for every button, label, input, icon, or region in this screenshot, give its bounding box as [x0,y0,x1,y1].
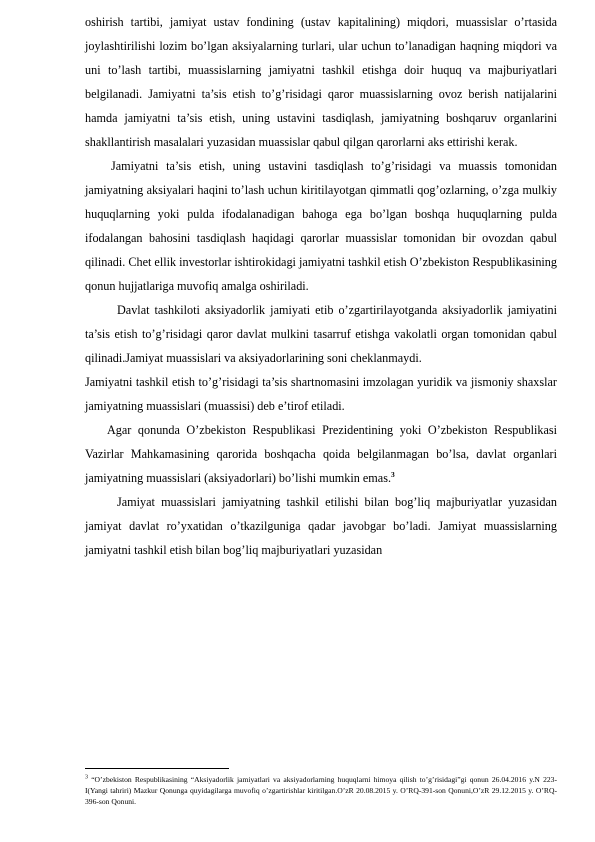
footnote-marker: 3 [85,774,88,781]
footnote-text: “O’zbekiston Respublikasining “Aksiyadorlik jamiyatlari va aksiyadorlarning huquqlarni himoya qilish to’g’risidagi”gi qonun 26.04.2016 y.N 223-I(Yangi tahriri) Mazkur Qonunga quyidagilarga muvofiq o’zgartirishlar kiritilgan.O’zR 20.08.2015 y. O’RQ-391-son Qonuni,O’zR 29.12.2015 y. O’RQ-396-son Qonuni. [85,775,557,806]
footnote [85,774,557,807]
paragraph-1: oshirish tartibi, jamiyat ustav fondining (ustav kapitalining) miqdori, muassislar o’rtasida joylashtirilishi lozim bo’lgan aksiyalarning turlari, ular uchun to’lanadigan haqning miqdori va uni to’lash tartibi, muassislarning jamiyatni tashkil etishga doir huquq va majburiyatlari belgilanadi. Jamiyatni ta’sis etish to’g’risidagi qaror muassislarning ovoz berish natijalarini hamda jamiyatni ta’sis etish, uning ustavini tasdiqlash, jamiyatning boshqaruv organlarini shakllantirish masalalari yuzasidan muassislar qabul qilgan qarorlarni aks ettirishi kerak. [85,15,557,149]
paragraph-6: Jamiyat muassislari jamiyatning tashkil etilishi bilan bog’liq majburiyatlar yuzasidan jamiyat davlat ro’yxatidan o’tkazilguniga qadar javobgar bo’ladi. Jamiyat muassislarning jamiyatni tashkil etish bilan bog’liq majburiyatlari yuzasidan [85,495,557,557]
paragraph-3: Davlat tashkiloti aksiyadorlik jamiyati etib o’zgartirilayotganda aksiyadorlik jamiyatini ta’sis etish to’g’risidagi qaror davlat mulkini tasarruf etishga vakolatli organ tomonidan qabul qilinadi.Jamiyat muassislari va aksiyadorlarining soni cheklanmaydi. [85,303,557,365]
footnote-reference[interactable]: 3 [391,469,395,479]
footnote-separator [85,768,229,769]
paragraph-5-text: Agar qonunda O’zbekiston Respublikasi Prezidentining yoki O’zbekiston Respublikasi Vazirlar Mahkamasining qarorida boshqacha qoida belgilanmagan bo’lsa, davlat organlari jamiyatning muassislari (aksiyadorlari) bo’lishi mumkin emas. [85,423,557,485]
paragraph-5 [85,418,557,490]
document-body [85,10,557,562]
paragraph-2: Jamiyatni ta’sis etish, uning ustavini tasdiqlash to’g’risidagi va muassis tomonidan jamiyatning aksiyalari haqini to’lash uchun kiritilayotgan qimmatli qog’ozlarning, o’zga mulkiy huquqlarning yoki pulda ifodalanadigan bahoga ega bo’lgan boshqa huquqlarning pulda ifodalangan bahosini tasdiqlash haqidagi qarorlar muassislar tomonidan bir ovozdan qabul qilinadi. Chet ellik investorlar ishtirokidagi jamiyatni tashkil etish O’zbekiston Respublikasining qonun hujjatlariga muvofiq amalga oshiriladi. [85,159,557,293]
paragraph-4: Jamiyatni tashkil etish to’g’risidagi ta’sis shartnomasini imzolagan yuridik va jismoniy shaxslar jamiyatning muassislari (muassisi) deb e’tirof etiladi. [85,375,557,413]
